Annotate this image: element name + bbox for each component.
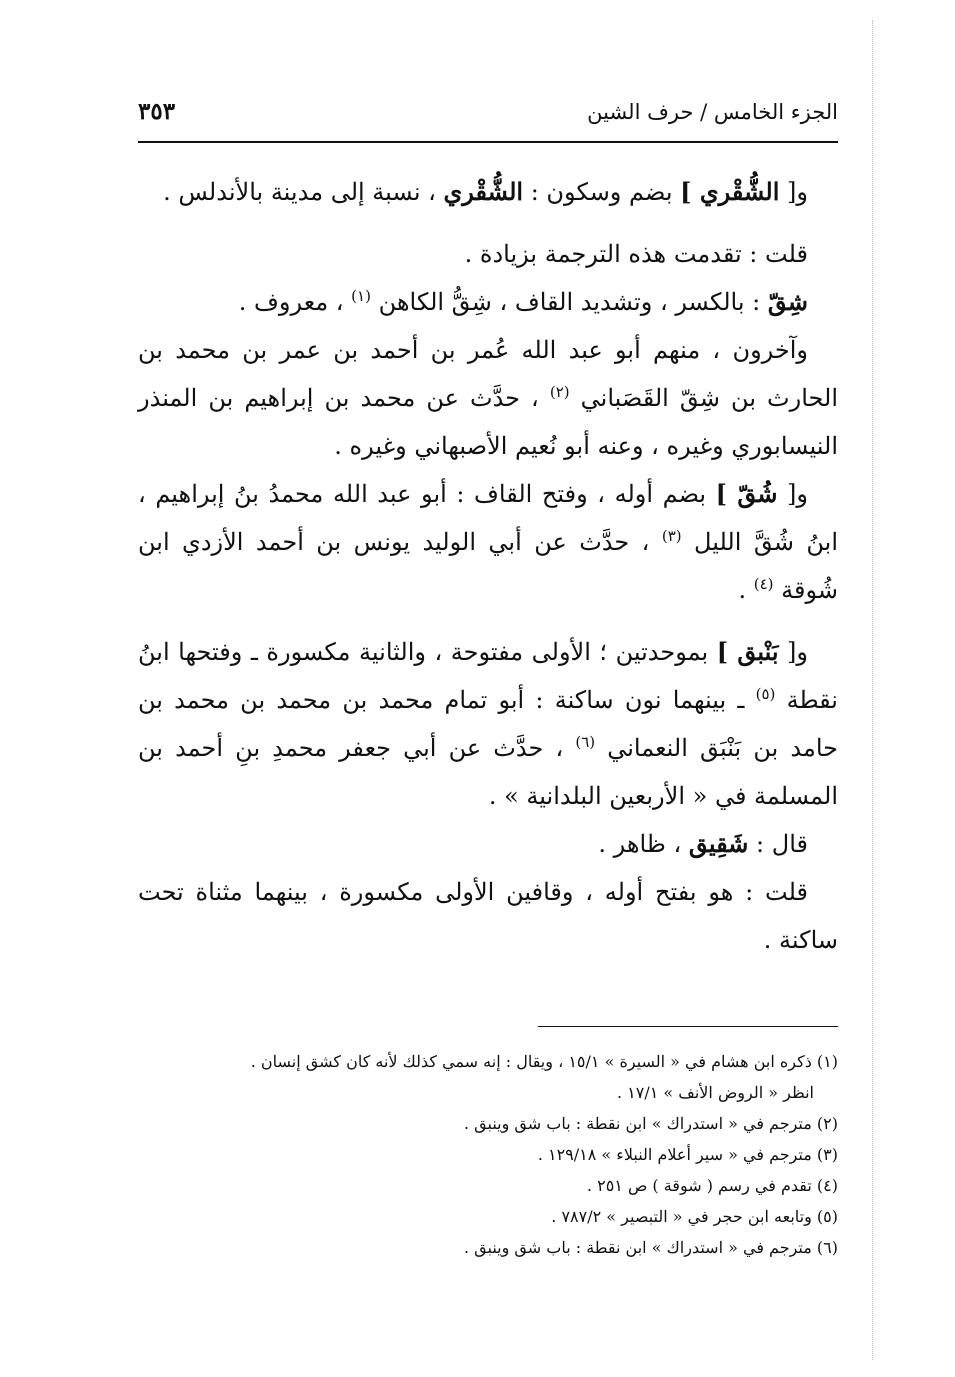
footnote-6: (٦) مترجم في « استدراك » ابن نقطة : باب شق وينبق . xyxy=(463,1238,838,1257)
footnote-3: (٣) مترجم في « سير أعلام النبلاء » ١٢٩/١٨ . xyxy=(537,1145,838,1164)
footnote-1: (١) ذكره ابن هشام في « السيرة » ١٥/١ ، ويقال : إنه سمي كذلك لأنه كان كشق إنسان . xyxy=(250,1052,838,1071)
headword-shuqq: شُقّ ] xyxy=(715,479,778,508)
footnote-ref[interactable]: (٦) xyxy=(575,733,596,751)
footnote-2: (٢) مترجم في « استدراك » ابن نقطة : باب شق وينبق . xyxy=(463,1114,838,1133)
entry-text: قال : xyxy=(748,830,808,858)
entry-text: ، حدَّث عن أبي الوليد يونس بن أحمد الأزدي ابن شُوقة xyxy=(138,528,838,604)
entry-text: بضم أوله ، وفتح القاف : أبو عبد الله محمدُ بنُ إبراهيم ، ابنُ شُقَّ الليل xyxy=(138,480,838,556)
entry-shiqq xyxy=(138,278,838,326)
footnote-ref[interactable]: (٢) xyxy=(549,383,570,401)
main-text xyxy=(138,168,838,964)
footnote-5: (٥) وتابعه ابن حجر في « التبصير » ٧٨٧/٢ . xyxy=(551,1207,838,1226)
entry-text: ، نسبة إلى مدينة بالأندلس . xyxy=(163,178,444,206)
note-paragraph: قلت : هو بفتح أوله ، وقافين الأولى مكسورة ، بينهما مثناة تحت ساكنة . xyxy=(138,878,838,954)
entry-text: ، ظاهر . xyxy=(598,830,689,858)
entry-text: بضم وسكون : xyxy=(523,178,681,206)
entry-text: ، معروف . xyxy=(238,288,352,316)
entry-paragraph xyxy=(138,326,838,470)
entry-banbaq xyxy=(138,628,838,820)
footnote-ref[interactable]: (٤) xyxy=(753,575,774,593)
headword-shuqri-repeat: الشُّقْري xyxy=(443,177,524,206)
footnotes xyxy=(138,1046,838,1263)
footnote-4: (٤) تقدم في رسم ( شوقة ) ص ٢٥١ . xyxy=(586,1176,838,1195)
footnote-rule xyxy=(538,1026,838,1027)
footnote-ref[interactable]: (٣) xyxy=(661,527,682,545)
entry-shaqiq xyxy=(138,820,838,868)
note-paragraph: قلت : تقدمت هذه الترجمة بزيادة . xyxy=(464,240,808,268)
entry-text: ـ بينهما نون ساكنة : أبو تمام محمد بن محمد بن محمد بن حامد بن بَنْبَق النعماني xyxy=(138,686,839,762)
footnote-ref[interactable]: (١) xyxy=(351,287,371,305)
header-rule xyxy=(138,141,838,143)
entry-text: بموحدتين ؛ الأولى مفتوحة ، والثانية مكسورة ـ وفتحها ابنُ نقطة xyxy=(138,638,838,714)
entry-shuqq xyxy=(138,470,838,614)
margin-dotted-line xyxy=(872,20,873,1360)
entry-text: : بالكسر ، وتشديد القاف ، شِقُّ الكاهن xyxy=(370,288,768,316)
entry-shuqri xyxy=(138,168,838,216)
bracket-open: و[ xyxy=(778,638,808,666)
bracket-open: و[ xyxy=(777,480,808,508)
headword-shiqq: شِقّ xyxy=(767,287,808,316)
footnote-1-continuation: انظر « الروض الأنف » ١٧/١ . xyxy=(616,1083,814,1102)
headword-shuqri: الشُّقْري ] xyxy=(680,177,780,206)
headword-banbaq: بَنْبق ] xyxy=(716,637,779,666)
running-title: الجزء الخامس / حرف الشين xyxy=(587,100,838,124)
entry-text: . xyxy=(738,576,754,604)
footnote-ref[interactable]: (٥) xyxy=(755,685,776,703)
page-number: ٣٥٣ xyxy=(138,98,176,125)
headword-shaqiq: شَقِيق xyxy=(688,829,749,858)
bracket-open: و[ xyxy=(779,178,808,206)
entry-text: ، حدَّث عن أبي جعفر محمدِ بنِ أحمد بن المسلمة في « الأربعين البلدانية » . xyxy=(138,734,838,810)
page-header xyxy=(138,96,838,136)
entry-text: وآخرون ، منهم أبو عبد الله عُمر بن أحمد بن عمر بن محمد بن الحارث بن شِقّ القَصَباني xyxy=(138,336,839,412)
entry-text: ، حدَّث عن محمد بن إبراهيم بن المنذر النيسابوري وغيره ، وعنه أبو نُعيم الأصبهاني وغيره . xyxy=(138,384,838,460)
